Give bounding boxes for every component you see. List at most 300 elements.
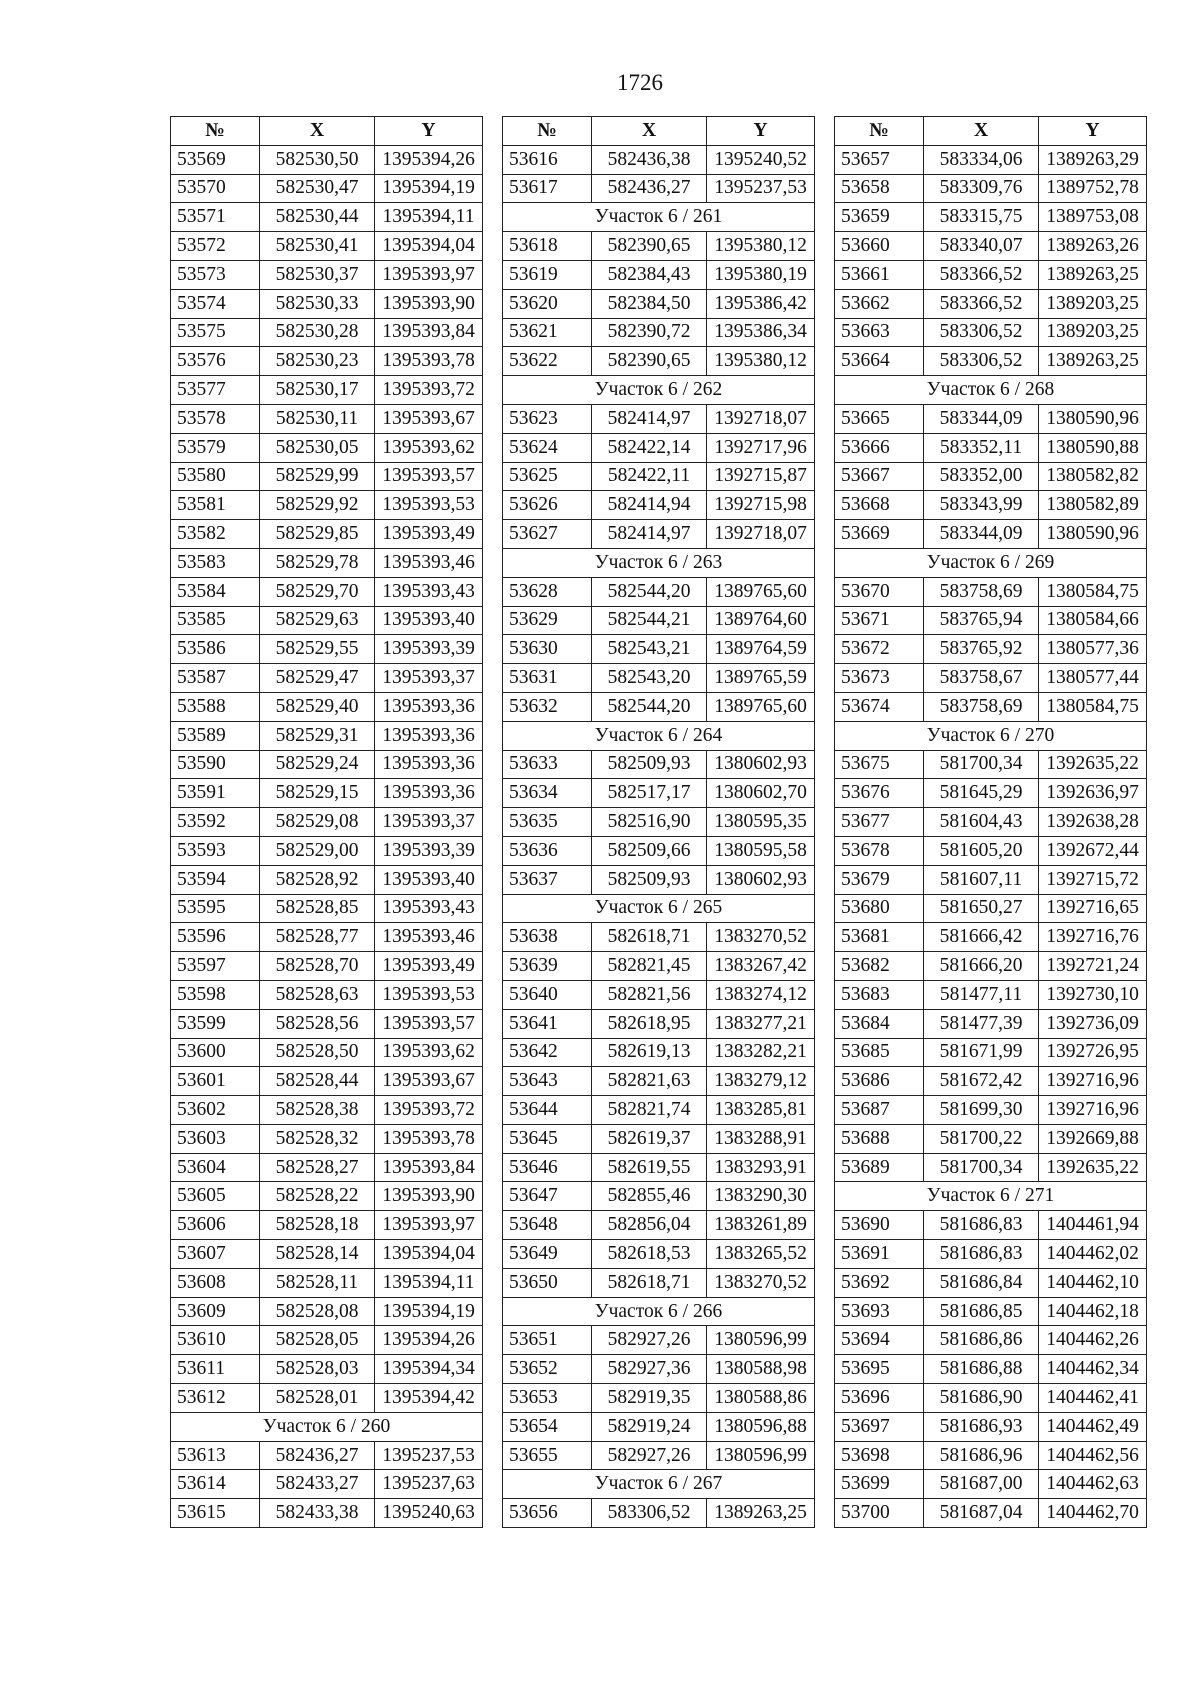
y-coordinate-cell: 1395380,12 (707, 347, 815, 376)
x-coordinate-cell: 581700,34 (924, 750, 1039, 779)
x-coordinate-cell: 582529,08 (260, 808, 375, 837)
x-coordinate-cell: 581686,84 (924, 1268, 1039, 1297)
y-coordinate-cell: 1380596,99 (707, 1326, 815, 1355)
y-coordinate-cell: 1395394,11 (375, 203, 483, 232)
y-coordinate-cell: 1383279,12 (707, 1067, 815, 1096)
point-number-cell: 53693 (835, 1297, 924, 1326)
y-coordinate-cell: 1395237,63 (375, 1470, 483, 1499)
y-coordinate-cell: 1392638,28 (1039, 808, 1147, 837)
y-coordinate-cell: 1395393,37 (375, 808, 483, 837)
table-row (171, 980, 483, 1009)
y-coordinate-cell: 1395393,46 (375, 923, 483, 952)
point-number-cell: 53614 (171, 1470, 260, 1499)
table-row (171, 606, 483, 635)
x-coordinate-cell: 583334,06 (924, 145, 1039, 174)
table-row (835, 1499, 1147, 1528)
table-row (835, 952, 1147, 981)
x-coordinate-cell: 582529,78 (260, 548, 375, 577)
y-coordinate-cell: 1392718,07 (707, 520, 815, 549)
x-coordinate-cell: 582927,36 (592, 1355, 707, 1384)
point-number-cell: 53576 (171, 347, 260, 376)
x-coordinate-cell: 582529,70 (260, 577, 375, 606)
table-row (171, 347, 483, 376)
point-number-cell: 53695 (835, 1355, 924, 1384)
y-coordinate-cell: 1389263,25 (707, 1499, 815, 1528)
point-number-cell: 53694 (835, 1326, 924, 1355)
table-row (171, 1355, 483, 1384)
x-coordinate-cell: 582384,43 (592, 260, 707, 289)
y-coordinate-cell: 1389203,25 (1039, 289, 1147, 318)
point-number-cell: 53648 (503, 1211, 592, 1240)
x-coordinate-cell: 582927,26 (592, 1326, 707, 1355)
y-coordinate-cell: 1392721,24 (1039, 952, 1147, 981)
y-coordinate-cell: 1380596,99 (707, 1441, 815, 1470)
y-coordinate-cell: 1395394,34 (375, 1355, 483, 1384)
point-number-cell: 53607 (171, 1240, 260, 1269)
point-number-cell: 53597 (171, 952, 260, 981)
header-number: № (171, 117, 260, 146)
point-number-cell: 53696 (835, 1384, 924, 1413)
table-row (171, 1441, 483, 1470)
x-coordinate-cell: 582618,95 (592, 1009, 707, 1038)
y-coordinate-cell: 1392718,07 (707, 404, 815, 433)
x-coordinate-cell: 581666,20 (924, 952, 1039, 981)
y-coordinate-cell: 1395394,26 (375, 145, 483, 174)
point-number-cell: 53595 (171, 894, 260, 923)
x-coordinate-cell: 583306,52 (924, 318, 1039, 347)
table-row (835, 1153, 1147, 1182)
table-row (835, 347, 1147, 376)
y-coordinate-cell: 1395393,36 (375, 750, 483, 779)
point-number-cell: 53688 (835, 1124, 924, 1153)
x-coordinate-cell: 583315,75 (924, 203, 1039, 232)
x-coordinate-cell: 581699,30 (924, 1096, 1039, 1125)
x-coordinate-cell: 582543,20 (592, 664, 707, 693)
x-coordinate-cell: 582509,93 (592, 750, 707, 779)
table-row (835, 1384, 1147, 1413)
y-coordinate-cell: 1395394,11 (375, 1268, 483, 1297)
table-row (171, 865, 483, 894)
y-coordinate-cell: 1389263,26 (1039, 232, 1147, 261)
x-coordinate-cell: 583344,09 (924, 520, 1039, 549)
y-coordinate-cell: 1404462,34 (1039, 1355, 1147, 1384)
y-coordinate-cell: 1389752,78 (1039, 174, 1147, 203)
table-row (171, 692, 483, 721)
table-row (835, 520, 1147, 549)
y-coordinate-cell: 1383265,52 (707, 1240, 815, 1269)
x-coordinate-cell: 582436,38 (592, 145, 707, 174)
y-coordinate-cell: 1389753,08 (1039, 203, 1147, 232)
y-coordinate-cell: 1392715,87 (707, 462, 815, 491)
x-coordinate-cell: 583758,67 (924, 664, 1039, 693)
point-number-cell: 53585 (171, 606, 260, 635)
table-row (503, 836, 815, 865)
point-number-cell: 53650 (503, 1268, 592, 1297)
table-row (503, 808, 815, 837)
table-row (171, 1153, 483, 1182)
table-row (503, 1182, 815, 1211)
point-number-cell: 53676 (835, 779, 924, 808)
table-row (503, 347, 815, 376)
section-title: Участок 6 / 271 (835, 1182, 1147, 1211)
point-number-cell: 53620 (503, 289, 592, 318)
x-coordinate-cell: 582528,38 (260, 1096, 375, 1125)
y-coordinate-cell: 1404462,63 (1039, 1470, 1147, 1499)
x-coordinate-cell: 582530,44 (260, 203, 375, 232)
x-coordinate-cell: 582529,85 (260, 520, 375, 549)
section-row (835, 721, 1147, 750)
y-coordinate-cell: 1392635,22 (1039, 1153, 1147, 1182)
point-number-cell: 53579 (171, 433, 260, 462)
header-x: X (260, 117, 375, 146)
x-coordinate-cell: 581686,85 (924, 1297, 1039, 1326)
table-row (503, 145, 815, 174)
table-row (503, 1412, 815, 1441)
point-number-cell: 53581 (171, 491, 260, 520)
section-title: Участок 6 / 262 (503, 376, 815, 405)
point-number-cell: 53617 (503, 174, 592, 203)
point-number-cell: 53575 (171, 318, 260, 347)
table-row (503, 174, 815, 203)
point-number-cell: 53612 (171, 1384, 260, 1413)
x-coordinate-cell: 583352,00 (924, 462, 1039, 491)
y-coordinate-cell: 1395394,42 (375, 1384, 483, 1413)
y-coordinate-cell: 1383293,91 (707, 1153, 815, 1182)
section-row (503, 548, 815, 577)
point-number-cell: 53674 (835, 692, 924, 721)
y-coordinate-cell: 1404462,70 (1039, 1499, 1147, 1528)
x-coordinate-cell: 581607,11 (924, 865, 1039, 894)
point-number-cell: 53586 (171, 635, 260, 664)
y-coordinate-cell: 1395393,39 (375, 635, 483, 664)
point-number-cell: 53603 (171, 1124, 260, 1153)
x-coordinate-cell: 582544,21 (592, 606, 707, 635)
y-coordinate-cell: 1380590,96 (1039, 404, 1147, 433)
table-row (835, 260, 1147, 289)
section-row (835, 1182, 1147, 1211)
point-number-cell: 53647 (503, 1182, 592, 1211)
table-header-row (171, 117, 483, 146)
y-coordinate-cell: 1380602,70 (707, 779, 815, 808)
table-row (171, 1182, 483, 1211)
x-coordinate-cell: 582529,40 (260, 692, 375, 721)
y-coordinate-cell: 1395393,40 (375, 606, 483, 635)
table-row (835, 1038, 1147, 1067)
point-number-cell: 53672 (835, 635, 924, 664)
x-coordinate-cell: 582821,45 (592, 952, 707, 981)
table-row (171, 952, 483, 981)
point-number-cell: 53633 (503, 750, 592, 779)
table-row (171, 260, 483, 289)
table-row (171, 1470, 483, 1499)
point-number-cell: 53573 (171, 260, 260, 289)
x-coordinate-cell: 581645,29 (924, 779, 1039, 808)
y-coordinate-cell: 1392717,96 (707, 433, 815, 462)
x-coordinate-cell: 583352,11 (924, 433, 1039, 462)
table-row (171, 1326, 483, 1355)
y-coordinate-cell: 1395394,19 (375, 1297, 483, 1326)
point-number-cell: 53645 (503, 1124, 592, 1153)
table-row (171, 404, 483, 433)
y-coordinate-cell: 1404462,26 (1039, 1326, 1147, 1355)
x-coordinate-cell: 582433,27 (260, 1470, 375, 1499)
table-row (503, 1096, 815, 1125)
y-coordinate-cell: 1383267,42 (707, 952, 815, 981)
x-coordinate-cell: 583306,52 (924, 347, 1039, 376)
y-coordinate-cell: 1392716,65 (1039, 894, 1147, 923)
point-number-cell: 53611 (171, 1355, 260, 1384)
y-coordinate-cell: 1395380,19 (707, 260, 815, 289)
table-row (835, 1009, 1147, 1038)
y-coordinate-cell: 1392715,72 (1039, 865, 1147, 894)
point-number-cell: 53572 (171, 232, 260, 261)
section-row (171, 1412, 483, 1441)
y-coordinate-cell: 1395240,52 (707, 145, 815, 174)
table-row (503, 1499, 815, 1528)
y-coordinate-cell: 1404462,41 (1039, 1384, 1147, 1413)
point-number-cell: 53684 (835, 1009, 924, 1038)
point-number-cell: 53660 (835, 232, 924, 261)
x-coordinate-cell: 583344,09 (924, 404, 1039, 433)
section-title: Участок 6 / 261 (503, 203, 815, 232)
coordinates-table-2 (502, 116, 815, 1528)
x-coordinate-cell: 582529,00 (260, 836, 375, 865)
y-coordinate-cell: 1380595,35 (707, 808, 815, 837)
y-coordinate-cell: 1395393,37 (375, 664, 483, 693)
y-coordinate-cell: 1395394,04 (375, 1240, 483, 1269)
y-coordinate-cell: 1395237,53 (707, 174, 815, 203)
header-y: Y (1039, 117, 1147, 146)
header-number: № (835, 117, 924, 146)
table-row (503, 779, 815, 808)
point-number-cell: 53619 (503, 260, 592, 289)
x-coordinate-cell: 582619,37 (592, 1124, 707, 1153)
table-row (503, 1355, 815, 1384)
table-row (503, 433, 815, 462)
point-number-cell: 53666 (835, 433, 924, 462)
table-row (503, 404, 815, 433)
point-number-cell: 53627 (503, 520, 592, 549)
table-row (835, 923, 1147, 952)
table-row (835, 1124, 1147, 1153)
x-coordinate-cell: 582530,28 (260, 318, 375, 347)
table-row (503, 865, 815, 894)
table-row (171, 923, 483, 952)
point-number-cell: 53609 (171, 1297, 260, 1326)
y-coordinate-cell: 1395393,36 (375, 779, 483, 808)
point-number-cell: 53659 (835, 203, 924, 232)
point-number-cell: 53616 (503, 145, 592, 174)
x-coordinate-cell: 582528,11 (260, 1268, 375, 1297)
x-coordinate-cell: 582414,97 (592, 520, 707, 549)
point-number-cell: 53661 (835, 260, 924, 289)
table-row (171, 232, 483, 261)
y-coordinate-cell: 1380588,86 (707, 1384, 815, 1413)
point-number-cell: 53592 (171, 808, 260, 837)
header-number: № (503, 117, 592, 146)
y-coordinate-cell: 1380577,36 (1039, 635, 1147, 664)
x-coordinate-cell: 583765,94 (924, 606, 1039, 635)
x-coordinate-cell: 581604,43 (924, 808, 1039, 837)
point-number-cell: 53622 (503, 347, 592, 376)
point-number-cell: 53675 (835, 750, 924, 779)
point-number-cell: 53673 (835, 664, 924, 693)
header-x: X (924, 117, 1039, 146)
y-coordinate-cell: 1404462,02 (1039, 1240, 1147, 1269)
point-number-cell: 53639 (503, 952, 592, 981)
x-coordinate-cell: 582619,55 (592, 1153, 707, 1182)
table-row (835, 664, 1147, 693)
y-coordinate-cell: 1395393,57 (375, 1009, 483, 1038)
table-row (835, 289, 1147, 318)
y-coordinate-cell: 1392730,10 (1039, 980, 1147, 1009)
point-number-cell: 53638 (503, 923, 592, 952)
table-row (835, 1412, 1147, 1441)
table-row (171, 1297, 483, 1326)
table-row (171, 376, 483, 405)
point-number-cell: 53608 (171, 1268, 260, 1297)
y-coordinate-cell: 1395393,90 (375, 289, 483, 318)
table-row (835, 980, 1147, 1009)
y-coordinate-cell: 1404462,49 (1039, 1412, 1147, 1441)
table-row (835, 1441, 1147, 1470)
x-coordinate-cell: 582530,50 (260, 145, 375, 174)
section-row (503, 203, 815, 232)
point-number-cell: 53574 (171, 289, 260, 318)
section-title: Участок 6 / 267 (503, 1470, 815, 1499)
y-coordinate-cell: 1395393,72 (375, 1096, 483, 1125)
y-coordinate-cell: 1389765,60 (707, 577, 815, 606)
table-row (503, 1268, 815, 1297)
x-coordinate-cell: 582544,20 (592, 577, 707, 606)
table-row (503, 923, 815, 952)
y-coordinate-cell: 1404461,94 (1039, 1211, 1147, 1240)
table-row (503, 606, 815, 635)
section-row (835, 548, 1147, 577)
point-number-cell: 53632 (503, 692, 592, 721)
point-number-cell: 53670 (835, 577, 924, 606)
table-row (835, 779, 1147, 808)
x-coordinate-cell: 581686,88 (924, 1355, 1039, 1384)
y-coordinate-cell: 1392736,09 (1039, 1009, 1147, 1038)
x-coordinate-cell: 583758,69 (924, 692, 1039, 721)
point-number-cell: 53596 (171, 923, 260, 952)
point-number-cell: 53690 (835, 1211, 924, 1240)
coordinates-table-1 (170, 116, 483, 1528)
table-row (503, 1009, 815, 1038)
table-row (503, 520, 815, 549)
point-number-cell: 53657 (835, 145, 924, 174)
table-row (835, 203, 1147, 232)
table-row (171, 433, 483, 462)
point-number-cell: 53571 (171, 203, 260, 232)
section-title: Участок 6 / 266 (503, 1297, 815, 1326)
table-row (171, 577, 483, 606)
x-coordinate-cell: 582528,50 (260, 1038, 375, 1067)
x-coordinate-cell: 582528,63 (260, 980, 375, 1009)
point-number-cell: 53680 (835, 894, 924, 923)
x-coordinate-cell: 581700,22 (924, 1124, 1039, 1153)
y-coordinate-cell: 1392716,96 (1039, 1067, 1147, 1096)
y-coordinate-cell: 1395393,46 (375, 548, 483, 577)
point-number-cell: 53665 (835, 404, 924, 433)
y-coordinate-cell: 1380602,93 (707, 750, 815, 779)
x-coordinate-cell: 582528,56 (260, 1009, 375, 1038)
y-coordinate-cell: 1395393,49 (375, 952, 483, 981)
point-number-cell: 53683 (835, 980, 924, 1009)
point-number-cell: 53591 (171, 779, 260, 808)
x-coordinate-cell: 582422,14 (592, 433, 707, 462)
x-coordinate-cell: 582530,37 (260, 260, 375, 289)
point-number-cell: 53601 (171, 1067, 260, 1096)
x-coordinate-cell: 582821,74 (592, 1096, 707, 1125)
point-number-cell: 53664 (835, 347, 924, 376)
x-coordinate-cell: 582528,03 (260, 1355, 375, 1384)
x-coordinate-cell: 583366,52 (924, 289, 1039, 318)
table-row (835, 1326, 1147, 1355)
x-coordinate-cell: 582856,04 (592, 1211, 707, 1240)
table-row (835, 232, 1147, 261)
x-coordinate-cell: 583343,99 (924, 491, 1039, 520)
x-coordinate-cell: 582414,94 (592, 491, 707, 520)
table-row (171, 318, 483, 347)
table-row (835, 1297, 1147, 1326)
table-row (503, 289, 815, 318)
point-number-cell: 53584 (171, 577, 260, 606)
x-coordinate-cell: 582530,47 (260, 174, 375, 203)
table-row (503, 1067, 815, 1096)
table-row (503, 1124, 815, 1153)
y-coordinate-cell: 1380584,66 (1039, 606, 1147, 635)
y-coordinate-cell: 1389203,25 (1039, 318, 1147, 347)
x-coordinate-cell: 581686,96 (924, 1441, 1039, 1470)
x-coordinate-cell: 581686,83 (924, 1211, 1039, 1240)
point-number-cell: 53686 (835, 1067, 924, 1096)
point-number-cell: 53651 (503, 1326, 592, 1355)
point-number-cell: 53626 (503, 491, 592, 520)
table-row (171, 462, 483, 491)
y-coordinate-cell: 1395393,62 (375, 433, 483, 462)
point-number-cell: 53629 (503, 606, 592, 635)
section-title: Участок 6 / 270 (835, 721, 1147, 750)
point-number-cell: 53689 (835, 1153, 924, 1182)
table-row (503, 664, 815, 693)
table-row (171, 520, 483, 549)
table-row (835, 404, 1147, 433)
y-coordinate-cell: 1395386,42 (707, 289, 815, 318)
table-row (503, 1211, 815, 1240)
x-coordinate-cell: 582528,85 (260, 894, 375, 923)
x-coordinate-cell: 582529,99 (260, 462, 375, 491)
table-row (835, 865, 1147, 894)
y-coordinate-cell: 1395393,67 (375, 1067, 483, 1096)
point-number-cell: 53671 (835, 606, 924, 635)
y-coordinate-cell: 1383288,91 (707, 1124, 815, 1153)
table-row (171, 289, 483, 318)
x-coordinate-cell: 583306,52 (592, 1499, 707, 1528)
y-coordinate-cell: 1392635,22 (1039, 750, 1147, 779)
x-coordinate-cell: 582821,63 (592, 1067, 707, 1096)
y-coordinate-cell: 1392726,95 (1039, 1038, 1147, 1067)
section-title: Участок 6 / 264 (503, 721, 815, 750)
y-coordinate-cell: 1380584,75 (1039, 577, 1147, 606)
x-coordinate-cell: 582618,71 (592, 1268, 707, 1297)
header-y: Y (707, 117, 815, 146)
point-number-cell: 53681 (835, 923, 924, 952)
table-row (503, 692, 815, 721)
point-number-cell: 53630 (503, 635, 592, 664)
x-coordinate-cell: 583366,52 (924, 260, 1039, 289)
